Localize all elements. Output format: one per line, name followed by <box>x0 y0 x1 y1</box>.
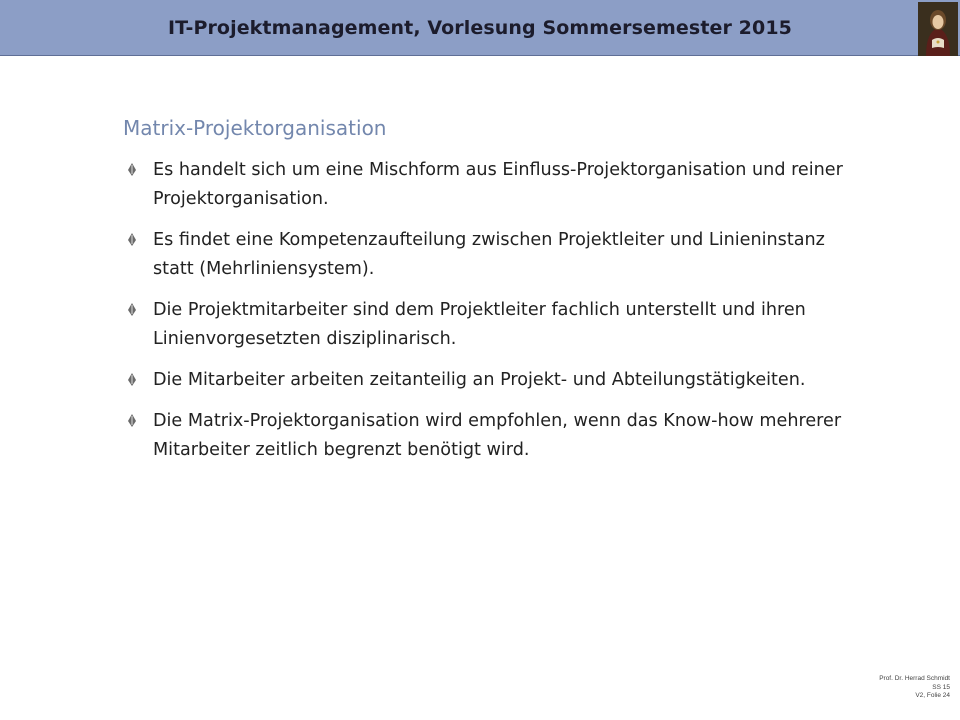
bullet-text: Die Mitarbeiter arbeiten zeitanteilig an Projekt- und Abteilungstätigkeiten. <box>153 370 806 390</box>
pen-nib-icon <box>127 233 137 246</box>
footer-author: Prof. Dr. Herrad Schmidt <box>879 675 950 682</box>
slide-header <box>0 0 960 56</box>
pen-nib-icon <box>127 414 137 427</box>
slide-footer <box>750 675 950 701</box>
pen-nib-icon <box>127 303 137 316</box>
bullet-list <box>127 156 867 477</box>
bullet-text: Die Matrix-Projektorganisation wird empfohlen, wenn das Know-how mehrerer Mitarbeiter zeitlich begrenzt benötigt wird. <box>153 411 842 460</box>
portrait-icon <box>918 2 958 56</box>
footer-slide-number: V2, Folie 24 <box>915 692 950 699</box>
slide-title: Matrix-Projektorganisation <box>123 116 387 140</box>
bullet-text: Es findet eine Kompetenzaufteilung zwischen Projektleiter und Linieninstanz statt (Mehrliniensystem). <box>153 230 825 279</box>
bullet-item <box>127 296 867 354</box>
bullet-item <box>127 366 867 395</box>
pen-nib-icon <box>127 163 137 176</box>
bullet-item <box>127 226 867 284</box>
bullet-text: Die Projektmitarbeiter sind dem Projektleiter fachlich unterstellt und ihren Linienvorgesetzten disziplinarisch. <box>153 300 806 349</box>
bullet-item <box>127 407 867 465</box>
footer-semester: SS 15 <box>932 683 950 691</box>
bullet-text: Es handelt sich um eine Mischform aus Einfluss-Projektorganisation und reiner Projektorganisation. <box>153 160 843 209</box>
header-title: IT-Projektmanagement, Vorlesung Sommersemester 2015 <box>168 17 792 39</box>
pen-nib-icon <box>127 373 137 386</box>
bullet-item <box>127 156 867 214</box>
